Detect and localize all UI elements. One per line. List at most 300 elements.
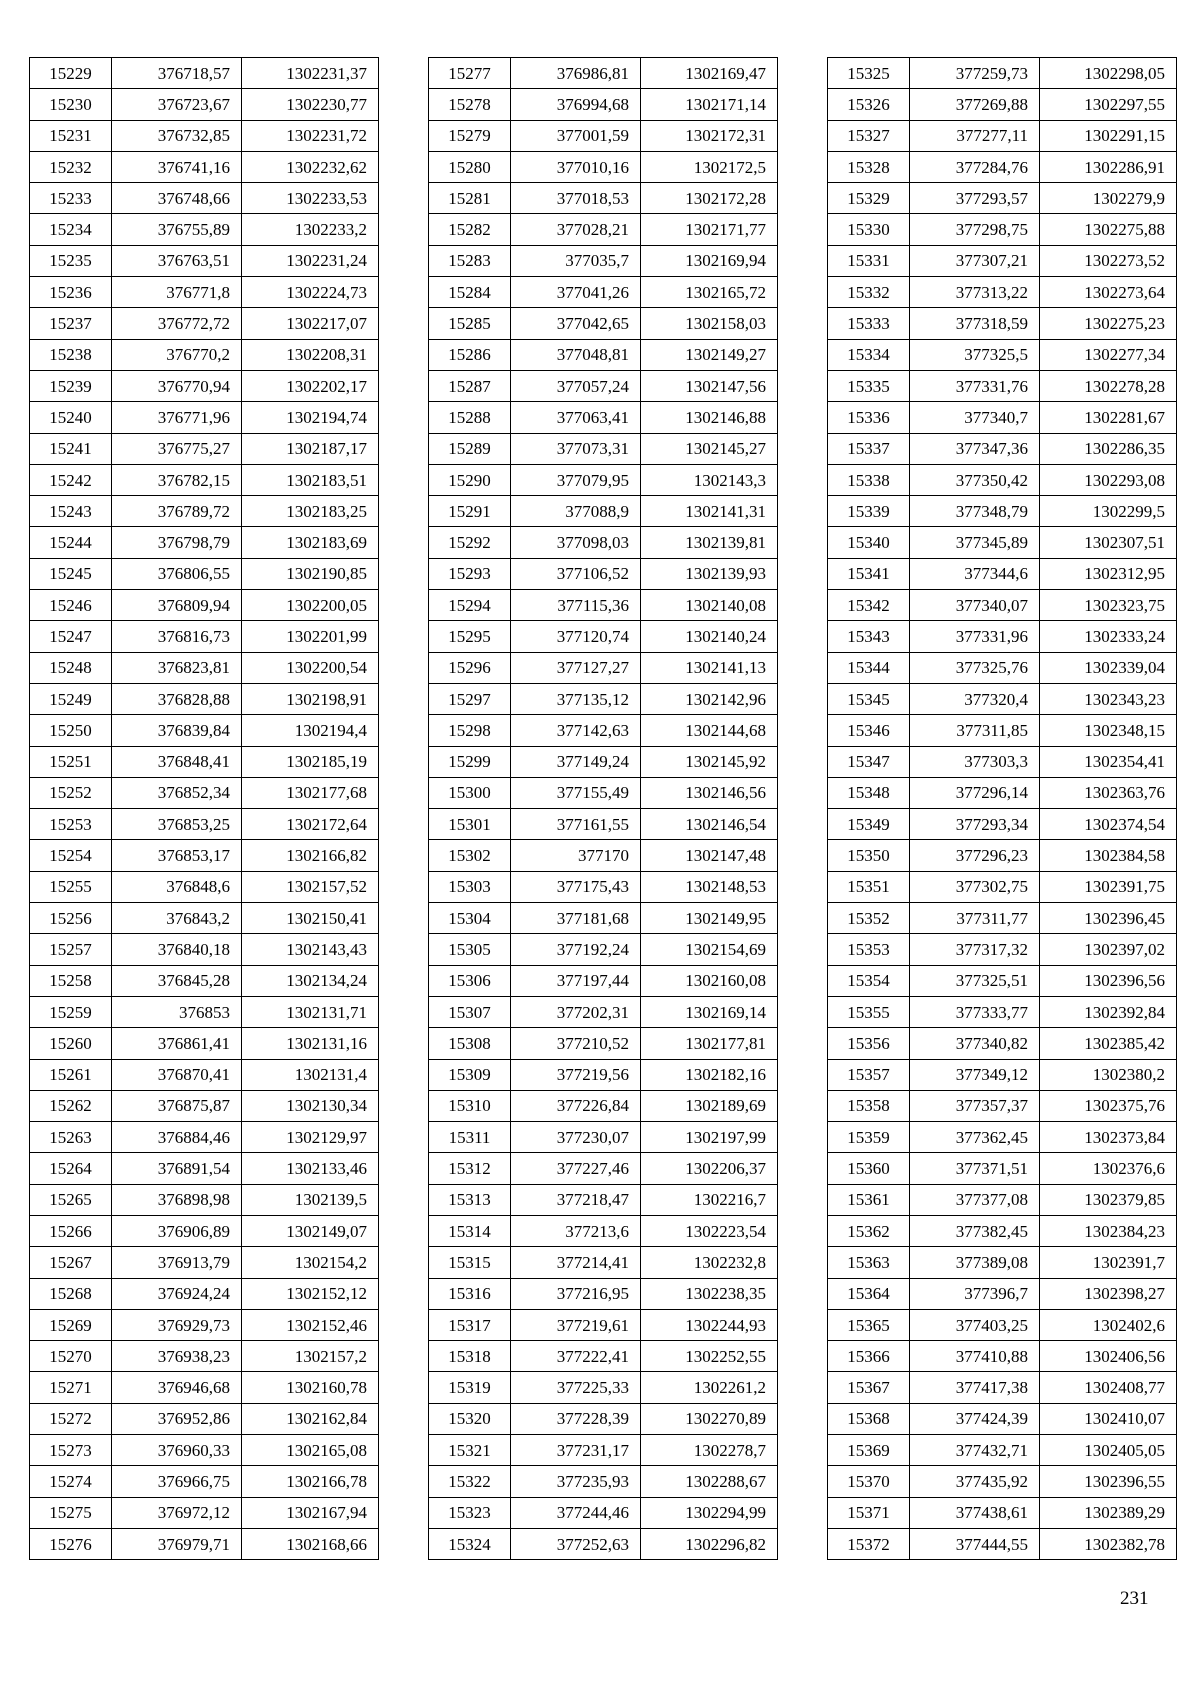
y-coordinate-cell: 1302146,54: [641, 809, 778, 840]
y-coordinate-cell: 1302139,93: [641, 558, 778, 589]
x-coordinate-cell: 377318,59: [910, 308, 1040, 339]
point-number-cell: 15243: [30, 496, 112, 527]
point-number-cell: 15244: [30, 527, 112, 558]
x-coordinate-cell: 377115,36: [511, 590, 641, 621]
table-row: [429, 965, 778, 996]
x-coordinate-cell: 377311,77: [910, 903, 1040, 934]
point-number-cell: 15333: [828, 308, 910, 339]
point-number-cell: 15322: [429, 1466, 511, 1497]
y-coordinate-cell: 1302140,08: [641, 590, 778, 621]
x-coordinate-cell: 376789,72: [112, 496, 242, 527]
point-number-cell: 15348: [828, 777, 910, 808]
table-row: [429, 1435, 778, 1466]
y-coordinate-cell: 1302270,89: [641, 1403, 778, 1434]
table-row: [828, 1028, 1177, 1059]
x-coordinate-cell: 376884,46: [112, 1122, 242, 1153]
x-coordinate-cell: 377311,85: [910, 715, 1040, 746]
y-coordinate-cell: 1302149,07: [242, 1215, 379, 1246]
x-coordinate-cell: 377202,31: [511, 996, 641, 1027]
point-number-cell: 15291: [429, 496, 511, 527]
table-row: [30, 1247, 379, 1278]
point-number-cell: 15337: [828, 433, 910, 464]
point-number-cell: 15326: [828, 89, 910, 120]
table-row: [828, 183, 1177, 214]
y-coordinate-cell: 1302162,84: [242, 1403, 379, 1434]
x-coordinate-cell: 376960,33: [112, 1435, 242, 1466]
y-coordinate-cell: 1302140,24: [641, 621, 778, 652]
point-number-cell: 15320: [429, 1403, 511, 1434]
y-coordinate-cell: 1302294,99: [641, 1497, 778, 1528]
x-coordinate-cell: 377320,4: [910, 683, 1040, 714]
x-coordinate-cell: 377079,95: [511, 464, 641, 495]
point-number-cell: 15302: [429, 840, 511, 871]
table-row: [828, 1184, 1177, 1215]
x-coordinate-cell: 377284,76: [910, 151, 1040, 182]
point-number-cell: 15315: [429, 1247, 511, 1278]
point-number-cell: 15368: [828, 1403, 910, 1434]
point-number-cell: 15262: [30, 1090, 112, 1121]
point-number-cell: 15321: [429, 1435, 511, 1466]
table-row: [429, 1309, 778, 1340]
y-coordinate-cell: 1302142,96: [641, 683, 778, 714]
point-number-cell: 15297: [429, 683, 511, 714]
point-number-cell: 15278: [429, 89, 511, 120]
x-coordinate-cell: 377216,95: [511, 1278, 641, 1309]
x-coordinate-cell: 376870,41: [112, 1059, 242, 1090]
x-coordinate-cell: 376853,25: [112, 809, 242, 840]
x-coordinate-cell: 377344,6: [910, 558, 1040, 589]
y-coordinate-cell: 1302208,31: [242, 339, 379, 370]
point-number-cell: 15238: [30, 339, 112, 370]
point-number-cell: 15345: [828, 683, 910, 714]
x-coordinate-cell: 376816,73: [112, 621, 242, 652]
table-row: [429, 402, 778, 433]
point-number-cell: 15254: [30, 840, 112, 871]
x-coordinate-cell: 377362,45: [910, 1122, 1040, 1153]
y-coordinate-cell: 1302275,23: [1040, 308, 1177, 339]
point-number-cell: 15335: [828, 370, 910, 401]
point-number-cell: 15271: [30, 1372, 112, 1403]
y-coordinate-cell: 1302149,27: [641, 339, 778, 370]
point-number-cell: 15287: [429, 370, 511, 401]
table-row: [828, 1341, 1177, 1372]
y-coordinate-cell: 1302410,07: [1040, 1403, 1177, 1434]
table-row: [429, 1122, 778, 1153]
table-row: [30, 1122, 379, 1153]
y-coordinate-cell: 1302166,82: [242, 840, 379, 871]
point-number-cell: 15295: [429, 621, 511, 652]
y-coordinate-cell: 1302160,08: [641, 965, 778, 996]
table-row: [30, 339, 379, 370]
table-row: [30, 777, 379, 808]
point-number-cell: 15346: [828, 715, 910, 746]
table-row: [828, 58, 1177, 89]
point-number-cell: 15268: [30, 1278, 112, 1309]
x-coordinate-cell: 377225,33: [511, 1372, 641, 1403]
x-coordinate-cell: 376770,94: [112, 370, 242, 401]
table-row: [30, 840, 379, 871]
y-coordinate-cell: 1302154,2: [242, 1247, 379, 1278]
table-row: [828, 214, 1177, 245]
coordinate-table-1: [29, 57, 379, 1560]
table-row: [828, 402, 1177, 433]
y-coordinate-cell: 1302238,35: [641, 1278, 778, 1309]
table-row: [828, 903, 1177, 934]
point-number-cell: 15332: [828, 277, 910, 308]
x-coordinate-cell: 377357,37: [910, 1090, 1040, 1121]
table-row: [828, 1247, 1177, 1278]
point-number-cell: 15369: [828, 1435, 910, 1466]
point-number-cell: 15313: [429, 1184, 511, 1215]
y-coordinate-cell: 1302379,85: [1040, 1184, 1177, 1215]
point-number-cell: 15229: [30, 58, 112, 89]
y-coordinate-cell: 1302169,47: [641, 58, 778, 89]
y-coordinate-cell: 1302187,17: [242, 433, 379, 464]
x-coordinate-cell: 376853,17: [112, 840, 242, 871]
point-number-cell: 15252: [30, 777, 112, 808]
table-row: [429, 1372, 778, 1403]
x-coordinate-cell: 376946,68: [112, 1372, 242, 1403]
table-row: [828, 1153, 1177, 1184]
y-coordinate-cell: 1302261,2: [641, 1372, 778, 1403]
table-row: [429, 1341, 778, 1372]
point-number-cell: 15364: [828, 1278, 910, 1309]
x-coordinate-cell: 376772,72: [112, 308, 242, 339]
x-coordinate-cell: 377438,61: [910, 1497, 1040, 1528]
y-coordinate-cell: 1302299,5: [1040, 496, 1177, 527]
y-coordinate-cell: 1302396,55: [1040, 1466, 1177, 1497]
table-row: [30, 183, 379, 214]
point-number-cell: 15340: [828, 527, 910, 558]
point-number-cell: 15362: [828, 1215, 910, 1246]
x-coordinate-cell: 377277,11: [910, 120, 1040, 151]
table-row: [828, 89, 1177, 120]
table-row: [30, 1372, 379, 1403]
x-coordinate-cell: 377298,75: [910, 214, 1040, 245]
table-row: [429, 746, 778, 777]
table-row: [30, 1403, 379, 1434]
point-number-cell: 15331: [828, 245, 910, 276]
table-row: [429, 1466, 778, 1497]
page-number: 231: [1120, 1588, 1149, 1609]
y-coordinate-cell: 1302231,24: [242, 245, 379, 276]
point-number-cell: 15355: [828, 996, 910, 1027]
point-number-cell: 15259: [30, 996, 112, 1027]
point-number-cell: 15237: [30, 308, 112, 339]
x-coordinate-cell: 377135,12: [511, 683, 641, 714]
y-coordinate-cell: 1302391,75: [1040, 871, 1177, 902]
y-coordinate-cell: 1302177,81: [641, 1028, 778, 1059]
x-coordinate-cell: 377331,96: [910, 621, 1040, 652]
x-coordinate-cell: 377296,14: [910, 777, 1040, 808]
y-coordinate-cell: 1302408,77: [1040, 1372, 1177, 1403]
y-coordinate-cell: 1302147,48: [641, 840, 778, 871]
x-coordinate-cell: 377396,7: [910, 1278, 1040, 1309]
x-coordinate-cell: 377348,79: [910, 496, 1040, 527]
y-coordinate-cell: 1302224,73: [242, 277, 379, 308]
x-coordinate-cell: 376748,66: [112, 183, 242, 214]
table-row: [429, 1403, 778, 1434]
point-number-cell: 15241: [30, 433, 112, 464]
table-row: [30, 1090, 379, 1121]
table-row: [429, 1247, 778, 1278]
table-row: [30, 1497, 379, 1528]
point-number-cell: 15347: [828, 746, 910, 777]
point-number-cell: 15328: [828, 151, 910, 182]
x-coordinate-cell: 377231,17: [511, 1435, 641, 1466]
y-coordinate-cell: 1302150,41: [242, 903, 379, 934]
y-coordinate-cell: 1302384,23: [1040, 1215, 1177, 1246]
point-number-cell: 15255: [30, 871, 112, 902]
y-coordinate-cell: 1302165,08: [242, 1435, 379, 1466]
x-coordinate-cell: 377350,42: [910, 464, 1040, 495]
x-coordinate-cell: 377227,46: [511, 1153, 641, 1184]
x-coordinate-cell: 376798,79: [112, 527, 242, 558]
x-coordinate-cell: 377382,45: [910, 1215, 1040, 1246]
table-row: [30, 871, 379, 902]
table-row: [828, 746, 1177, 777]
point-number-cell: 15290: [429, 464, 511, 495]
y-coordinate-cell: 1302157,52: [242, 871, 379, 902]
table-row: [828, 840, 1177, 871]
y-coordinate-cell: 1302296,82: [641, 1528, 778, 1559]
table-row: [429, 245, 778, 276]
x-coordinate-cell: 377252,63: [511, 1528, 641, 1559]
point-number-cell: 15294: [429, 590, 511, 621]
y-coordinate-cell: 1302183,25: [242, 496, 379, 527]
table-row: [828, 1215, 1177, 1246]
point-number-cell: 15231: [30, 120, 112, 151]
y-coordinate-cell: 1302149,95: [641, 903, 778, 934]
point-number-cell: 15230: [30, 89, 112, 120]
point-number-cell: 15293: [429, 558, 511, 589]
point-number-cell: 15338: [828, 464, 910, 495]
table-row: [30, 402, 379, 433]
point-number-cell: 15360: [828, 1153, 910, 1184]
x-coordinate-cell: 377432,71: [910, 1435, 1040, 1466]
point-number-cell: 15372: [828, 1528, 910, 1559]
y-coordinate-cell: 1302273,64: [1040, 277, 1177, 308]
x-coordinate-cell: 377098,03: [511, 527, 641, 558]
point-number-cell: 15292: [429, 527, 511, 558]
x-coordinate-cell: 377041,26: [511, 277, 641, 308]
point-number-cell: 15339: [828, 496, 910, 527]
point-number-cell: 15311: [429, 1122, 511, 1153]
table-row: [429, 683, 778, 714]
y-coordinate-cell: 1302206,37: [641, 1153, 778, 1184]
y-coordinate-cell: 1302182,16: [641, 1059, 778, 1090]
table-row: [429, 871, 778, 902]
x-coordinate-cell: 377389,08: [910, 1247, 1040, 1278]
y-coordinate-cell: 1302231,72: [242, 120, 379, 151]
table-row: [429, 715, 778, 746]
x-coordinate-cell: 376770,2: [112, 339, 242, 370]
table-row: [30, 89, 379, 120]
x-coordinate-cell: 377035,7: [511, 245, 641, 276]
table-row: [30, 527, 379, 558]
x-coordinate-cell: 376979,71: [112, 1528, 242, 1559]
coordinate-table-3: [827, 57, 1177, 1560]
x-coordinate-cell: 377149,24: [511, 746, 641, 777]
y-coordinate-cell: 1302172,28: [641, 183, 778, 214]
y-coordinate-cell: 1302129,97: [242, 1122, 379, 1153]
x-coordinate-cell: 377259,73: [910, 58, 1040, 89]
y-coordinate-cell: 1302197,99: [641, 1122, 778, 1153]
point-number-cell: 15308: [429, 1028, 511, 1059]
point-number-cell: 15264: [30, 1153, 112, 1184]
x-coordinate-cell: 377377,08: [910, 1184, 1040, 1215]
x-coordinate-cell: 377333,77: [910, 996, 1040, 1027]
table-row: [828, 652, 1177, 683]
point-number-cell: 15309: [429, 1059, 511, 1090]
x-coordinate-cell: 376906,89: [112, 1215, 242, 1246]
x-coordinate-cell: 376763,51: [112, 245, 242, 276]
table-row: [30, 308, 379, 339]
x-coordinate-cell: 377317,32: [910, 934, 1040, 965]
y-coordinate-cell: 1302286,35: [1040, 433, 1177, 464]
x-coordinate-cell: 376806,55: [112, 558, 242, 589]
point-number-cell: 15235: [30, 245, 112, 276]
table-row: [429, 433, 778, 464]
table-row: [828, 965, 1177, 996]
x-coordinate-cell: 377230,07: [511, 1122, 641, 1153]
table-row: [828, 1497, 1177, 1528]
table-row: [30, 120, 379, 151]
point-number-cell: 15300: [429, 777, 511, 808]
y-coordinate-cell: 1302277,34: [1040, 339, 1177, 370]
y-coordinate-cell: 1302384,58: [1040, 840, 1177, 871]
point-number-cell: 15280: [429, 151, 511, 182]
y-coordinate-cell: 1302145,92: [641, 746, 778, 777]
x-coordinate-cell: 376966,75: [112, 1466, 242, 1497]
y-coordinate-cell: 1302279,9: [1040, 183, 1177, 214]
point-number-cell: 15342: [828, 590, 910, 621]
table-row: [429, 1090, 778, 1121]
x-coordinate-cell: 376848,6: [112, 871, 242, 902]
table-row: [828, 464, 1177, 495]
point-number-cell: 15247: [30, 621, 112, 652]
y-coordinate-cell: 1302148,53: [641, 871, 778, 902]
table-row: [429, 1059, 778, 1090]
x-coordinate-cell: 376782,15: [112, 464, 242, 495]
table-row: [828, 527, 1177, 558]
point-number-cell: 15263: [30, 1122, 112, 1153]
x-coordinate-cell: 377293,34: [910, 809, 1040, 840]
y-coordinate-cell: 1302145,27: [641, 433, 778, 464]
point-number-cell: 15258: [30, 965, 112, 996]
x-coordinate-cell: 377345,89: [910, 527, 1040, 558]
y-coordinate-cell: 1302154,69: [641, 934, 778, 965]
table-row: [429, 120, 778, 151]
y-coordinate-cell: 1302201,99: [242, 621, 379, 652]
table-row: [30, 621, 379, 652]
y-coordinate-cell: 1302171,77: [641, 214, 778, 245]
point-number-cell: 15352: [828, 903, 910, 934]
x-coordinate-cell: 376845,28: [112, 965, 242, 996]
table-row: [429, 370, 778, 401]
y-coordinate-cell: 1302202,17: [242, 370, 379, 401]
x-coordinate-cell: 377175,43: [511, 871, 641, 902]
x-coordinate-cell: 377293,57: [910, 183, 1040, 214]
table-row: [429, 996, 778, 1027]
y-coordinate-cell: 1302194,4: [242, 715, 379, 746]
x-coordinate-cell: 377307,21: [910, 245, 1040, 276]
point-number-cell: 15316: [429, 1278, 511, 1309]
table-row: [828, 308, 1177, 339]
table-row: [828, 1403, 1177, 1434]
y-coordinate-cell: 1302157,2: [242, 1341, 379, 1372]
x-coordinate-cell: 376952,86: [112, 1403, 242, 1434]
table-row: [429, 777, 778, 808]
point-number-cell: 15267: [30, 1247, 112, 1278]
point-number-cell: 15285: [429, 308, 511, 339]
table-row: [30, 746, 379, 777]
point-number-cell: 15277: [429, 58, 511, 89]
coordinate-table-2: [428, 57, 778, 1560]
x-coordinate-cell: 376723,67: [112, 89, 242, 120]
table-row: [30, 809, 379, 840]
point-number-cell: 15256: [30, 903, 112, 934]
y-coordinate-cell: 1302397,02: [1040, 934, 1177, 965]
x-coordinate-cell: 377228,39: [511, 1403, 641, 1434]
x-coordinate-cell: 377028,21: [511, 214, 641, 245]
table-row: [429, 621, 778, 652]
point-number-cell: 15324: [429, 1528, 511, 1559]
table-row: [429, 1153, 778, 1184]
table-row: [828, 1278, 1177, 1309]
point-number-cell: 15301: [429, 809, 511, 840]
x-coordinate-cell: 377244,46: [511, 1497, 641, 1528]
table-row: [429, 214, 778, 245]
table-row: [828, 1309, 1177, 1340]
y-coordinate-cell: 1302405,05: [1040, 1435, 1177, 1466]
table-row: [828, 934, 1177, 965]
table-row: [429, 1528, 778, 1559]
table-row: [30, 1184, 379, 1215]
y-coordinate-cell: 1302402,6: [1040, 1309, 1177, 1340]
y-coordinate-cell: 1302374,54: [1040, 809, 1177, 840]
y-coordinate-cell: 1302172,64: [242, 809, 379, 840]
x-coordinate-cell: 377296,23: [910, 840, 1040, 871]
table-row: [30, 1435, 379, 1466]
table-row: [429, 590, 778, 621]
y-coordinate-cell: 1302278,28: [1040, 370, 1177, 401]
table-row: [30, 558, 379, 589]
y-coordinate-cell: 1302169,14: [641, 996, 778, 1027]
point-number-cell: 15274: [30, 1466, 112, 1497]
x-coordinate-cell: 376775,27: [112, 433, 242, 464]
point-number-cell: 15330: [828, 214, 910, 245]
x-coordinate-cell: 377214,41: [511, 1247, 641, 1278]
table-row: [429, 151, 778, 182]
table-row: [429, 934, 778, 965]
y-coordinate-cell: 1302171,14: [641, 89, 778, 120]
table-row: [429, 58, 778, 89]
x-coordinate-cell: 376853: [112, 996, 242, 1027]
x-coordinate-cell: 377155,49: [511, 777, 641, 808]
point-number-cell: 15245: [30, 558, 112, 589]
y-coordinate-cell: 1302273,52: [1040, 245, 1177, 276]
table-row: [30, 245, 379, 276]
y-coordinate-cell: 1302231,37: [242, 58, 379, 89]
point-number-cell: 15249: [30, 683, 112, 714]
y-coordinate-cell: 1302158,03: [641, 308, 778, 339]
point-number-cell: 15359: [828, 1122, 910, 1153]
y-coordinate-cell: 1302169,94: [641, 245, 778, 276]
table-row: [30, 1466, 379, 1497]
x-coordinate-cell: 377042,65: [511, 308, 641, 339]
y-coordinate-cell: 1302363,76: [1040, 777, 1177, 808]
